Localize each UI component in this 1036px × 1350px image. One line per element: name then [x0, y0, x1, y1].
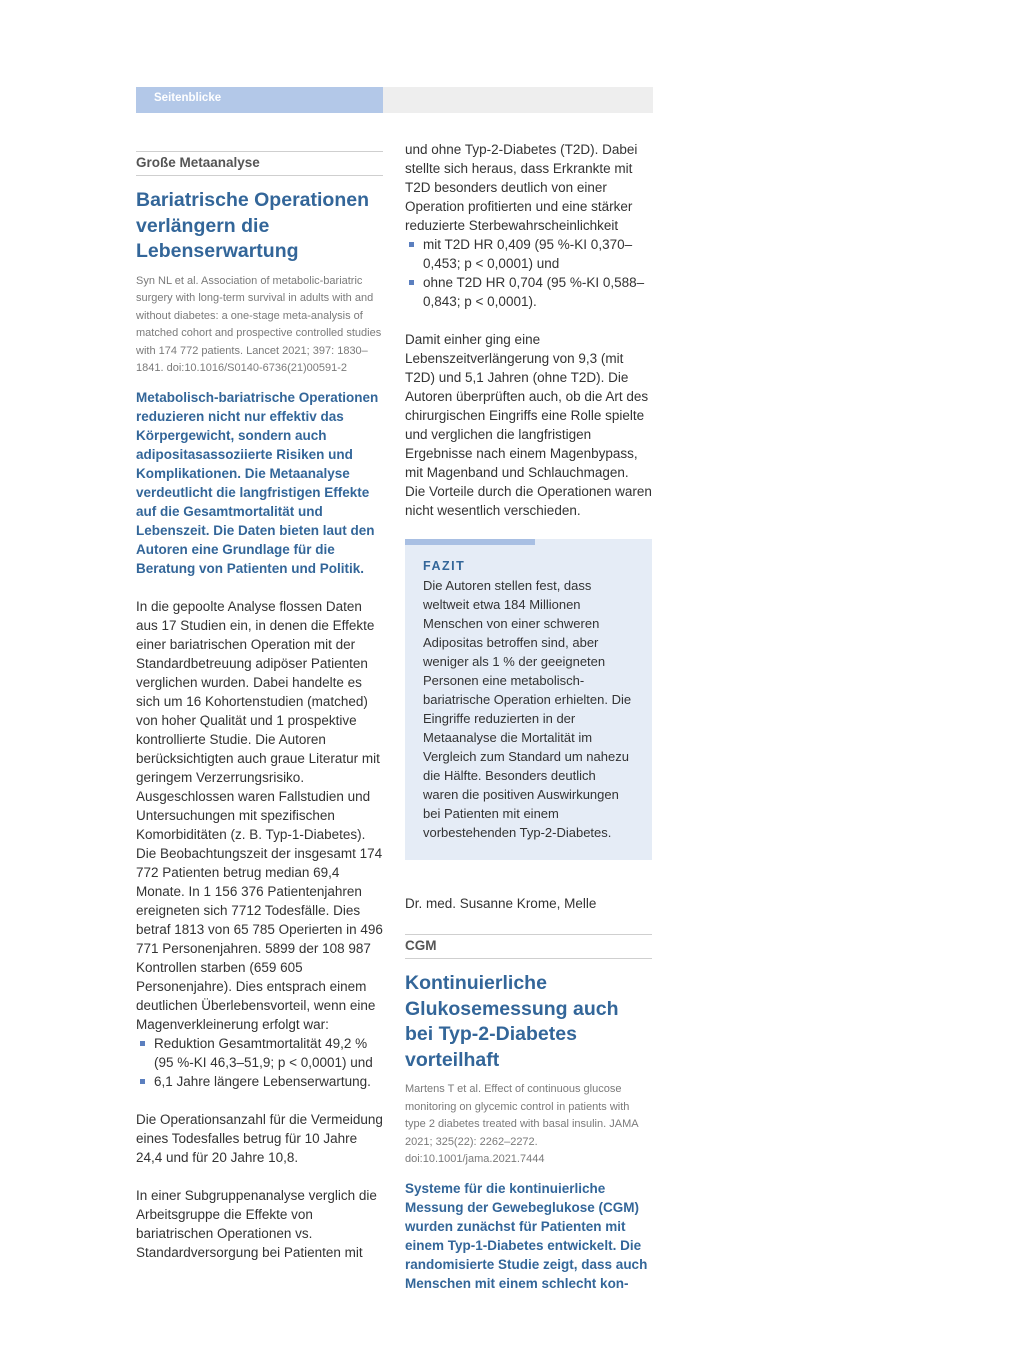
- list-item-text: mit T2D HR 0,409 (95 %-KI 0,370–0,453; p < 0,0001) und: [423, 237, 633, 271]
- list-item-text: 6,1 Jahre längere Lebenserwartung.: [154, 1073, 371, 1089]
- bullet-icon: [409, 280, 414, 285]
- article-citation: Martens T et al. Effect of continuous glucose monitoring on glycemic control in patients with type 2 diabetes treated with basal insulin. JAMA 2021; 325(22): 2262–2272. doi:10.1001/jama.2021.7444: [405, 1083, 638, 1165]
- list-item: [405, 235, 652, 273]
- list-item: [136, 1072, 383, 1091]
- body-paragraph-continuation: [405, 140, 652, 235]
- list-item: [405, 273, 652, 311]
- fazit-accent-bar: [405, 539, 535, 545]
- list-item: [136, 1034, 383, 1072]
- body-paragraph: Damit einher ging eine Lebenszeitverlängerung von 9,3 (mit T2D) und 5,1 Jahren (ohne T2D). Die Autoren überprüften auch, ob die Art des chirurgischen Eingriffs eine Rolle spielte und verglichen die langfristigen Ergebnisse nach einem Magenbypass, mit Magenband und Schlauchmagen. Die Vorteile durch die Operationen waren nicht wesentlich verschieden.: [405, 332, 652, 518]
- right-column: [405, 140, 652, 1312]
- continuation-text: und ohne Typ-2-Diabetes (T2D). Dabei stellte sich heraus, dass Erkrankte mit T2D besonders deutlich von einer Operation profitierten und eine stärker reduzierte Sterbewahrscheinlichkeit: [405, 142, 638, 233]
- section-label: CGM: [405, 934, 652, 959]
- header-tab: [136, 87, 383, 113]
- body-paragraph: In die gepoolte Analyse flossen Daten aus 17 Studien ein, in denen die Effekte einer bariatrischen Operation mit der Standardbetreuung adipöser Patienten verglichen wurden. Dabei handelte es sich um 16 Kohortenstudien (matched) von hoher Qualität und 1 prospektive kontrollierte Studie. Die Autoren berücksichtigten auch graue Literatur mit geringem Verzerrungsrisiko. Ausgeschlossen waren Fallstudien und Untersuchungen mit spezifischen Komorbiditäten (z. B. Typ-1-Diabetes). Die Beobachtungszeit der insgesamt 174 772 Patienten betrug median 69,4 Monate. In 1 156 376 Patientenjahren ereigneten sich 7712 Todesfälle. Dies betraf 1813 von 65 785 Operierten in 496 771 Personenjahren. 5899 der 108 987 Kontrollen starben (659 605 Personenjahre). Dies entsprach einem deutlichen Überlebensvorteil, wenn eine Magenverkleinerung erfolgt war:: [136, 598, 383, 1032]
- bullet-icon: [140, 1041, 145, 1046]
- article-lead: Systeme für die kontinuierliche Messung der Gewebeglukose (CGM) wurden zunächst für Patienten mit einem Typ-1-Diabetes entwickelt. Die randomisierte Studie zeigt, dass auch Menschen mit einem schlecht kon-: [405, 1180, 648, 1291]
- bullet-list: [405, 235, 652, 311]
- fazit-text: Die Autoren stellen fest, dass weltweit etwa 184 Millionen Menschen von einer schweren Adipositas betroffen sind, aber weniger als 1 % der geeigneten Personen eine metabolisch-bariatrische Operation erhielten. Die Eingriffe reduzierten in der Metaanalyse die Mortalität im Vergleich zum Standard um nahezu die Hälfte. Besonders deutlich waren die positiven Auswirkungen bei Patienten mit einem vorbestehenden Typ-2-Diabetes.: [423, 578, 632, 840]
- body-paragraph: Die Operationsanzahl für die Vermeidung eines Todesfalles betrug für 10 Jahre 24,4 und für 20 Jahre 10,8.: [136, 1111, 383, 1165]
- list-item-text: Reduktion Gesamtmortalität 49,2 % (95 %-KI 46,3–51,9; p < 0,0001) und: [154, 1035, 373, 1070]
- body-paragraph-continued: In einer Subgruppenanalyse verglich die Arbeitsgruppe die Effekte von bariatrischen Operationen vs. Standardversorgung bei Patienten mit: [136, 1187, 377, 1260]
- header-label: Seitenblicke: [154, 92, 222, 104]
- fazit-label: FAZIT: [423, 559, 466, 573]
- bullet-icon: [140, 1079, 145, 1084]
- bullet-list: [136, 1034, 383, 1091]
- author-line: Dr. med. Susanne Krome, Melle: [405, 896, 597, 911]
- list-item-text: ohne T2D HR 0,704 (95 %-KI 0,588–0,843; p < 0,0001).: [423, 275, 645, 309]
- section-label: Große Metaanalyse: [136, 151, 383, 176]
- article-lead: Metabolisch-bariatrische Operationen reduzieren nicht nur effektiv das Körpergewicht, sondern auch adipositasassoziierte Risiken und Komplikationen. Die Metaanalyse verdeutlicht die langfristigen Effekte auf die Gesamtmortalität und Lebenszeit. Die Daten bieten laut den Autoren eine Grundlage für die Beratung von Patienten und Politik.: [136, 389, 379, 576]
- bullet-icon: [409, 242, 414, 247]
- fazit-box: [405, 539, 652, 860]
- left-column: [136, 151, 383, 1262]
- article-citation: Syn NL et al. Association of metabolic-bariatric surgery with long-term survival in adults with and without diabetes: a one-stage meta-analysis of matched cohort and prospective controlled studies with 174 772 patients. Lancet 2021; 397: 1830–1841. doi:10.1016/S0140-6736(21)00591-2: [136, 274, 382, 374]
- article-title: Kontinuierliche Glukosemessung auch bei Typ-2-Diabetes vorteilhaft: [405, 972, 619, 1071]
- running-header: [136, 87, 653, 113]
- article-title: Bariatrische Operationen verlängern die Lebenserwartung: [136, 189, 369, 262]
